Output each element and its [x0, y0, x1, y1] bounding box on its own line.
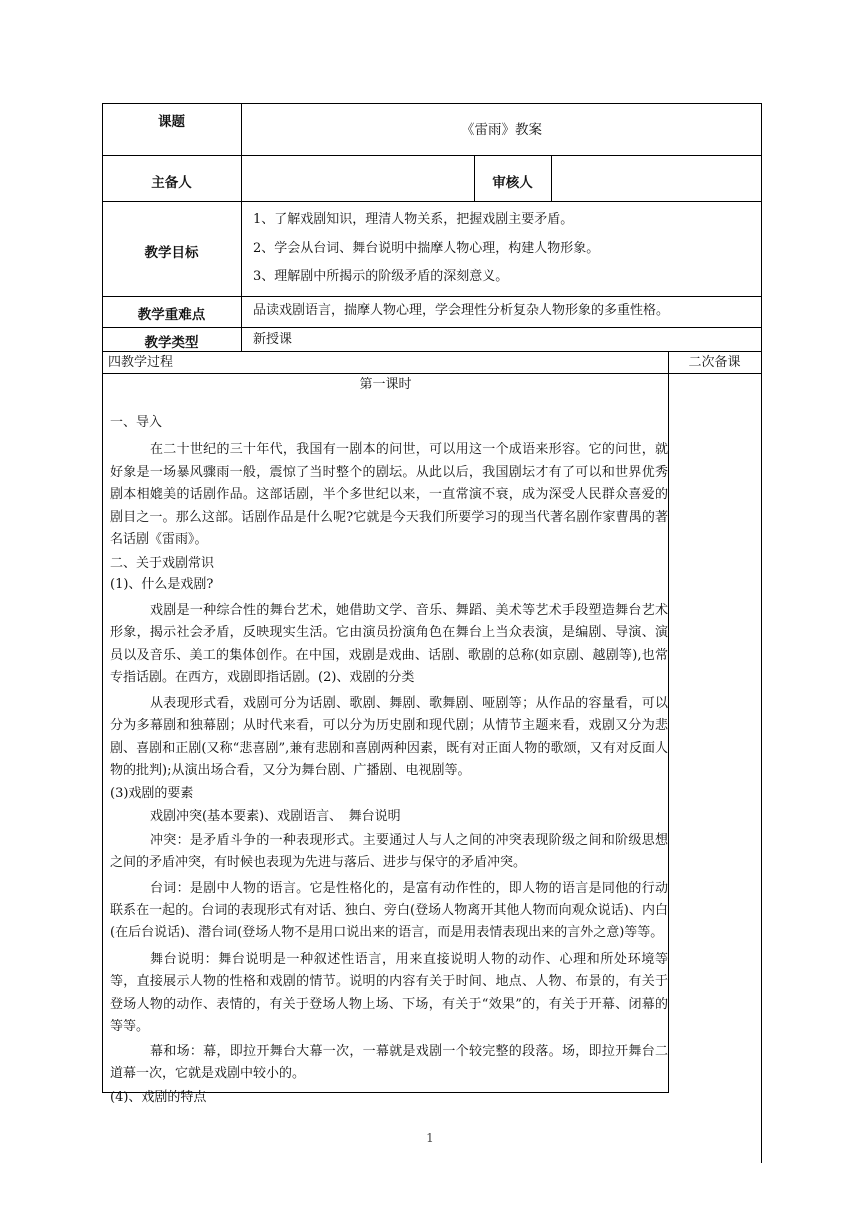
- table-divider: [551, 155, 552, 201]
- subsection-heading: (4)、戏剧的特点: [110, 1089, 207, 1105]
- goal-item: 1、了解戏剧知识，理清人物关系，把握戏剧主要矛盾。: [253, 212, 574, 227]
- table-border: [102, 351, 762, 352]
- subsection-heading: (1)、什么是戏剧?: [110, 576, 214, 592]
- reviewer-label: 审核人: [492, 175, 533, 191]
- lesson-title: 第一课时: [359, 377, 412, 392]
- section-heading: 二、关于戏剧常识: [110, 555, 215, 571]
- section-heading: 一、导入: [110, 415, 163, 430]
- table-border: [102, 201, 762, 202]
- paragraph: 戏剧是一种综合性的舞台艺术，她借助文学、音乐、舞蹈、美术等艺术手段塑造舞台艺术形象，揭示社会矛盾，反映现实生活。它由演员扮演角色在舞台上当众表演，是编剧、导演、演员以及音乐、美工的集体创作。在中国，戏剧是戏曲、话剧、歌剧的总称(如京剧、越剧等),也常专指话剧。在西方，戏剧即指话剧。(2)、戏剧的分类: [110, 602, 668, 685]
- paragraph: 台词：是剧中人物的语言。它是性格化的，是富有动作性的，即人物的语言是同他的行动联系在一起的。台词的表现形式有对话、独白、旁白(登场人物离开其他人物而向观众说话)、内白(在后台说话)、潜台词(登场人物不是用口说出来的语言，而是用表情表现出来的言外之意)等等。: [110, 880, 668, 940]
- table-border: [102, 296, 762, 297]
- topic-value: 《雷雨》教案: [461, 122, 542, 138]
- process-label: 四教学过程: [108, 355, 174, 370]
- table-border-right: [761, 103, 762, 1163]
- goal-item: 2、学会从台词、舞台说明中揣摩人物心理，构建人物形象。: [253, 241, 600, 256]
- keypoints-value: 品读戏剧语言，揣摩人物心理，学会理性分析复杂人物形象的多重性格。: [253, 303, 670, 318]
- table-border: [102, 373, 762, 374]
- paragraph: 舞台说明：舞台说明是一种叙述性语言，用来直接说明人物的动作、心理和所处环境等等，直接展示人物的性格和戏剧的情节。说明的内容有关于时间、地点、人物、布景的，有关于登场人物的动作、表情的，有关于登场人物上场、下场，有关于“效果”的，有关于开幕、闭幕的等等。: [110, 951, 668, 1034]
- topic-label: 课题: [158, 114, 185, 130]
- paragraph: 冲突：是矛盾斗争的一种表现形式。主要通过人与人之间的冲突表现阶级之间和阶级思想之间的矛盾冲突，有时候也表现为先进与落后、进步与保守的矛盾冲突。: [110, 832, 668, 870]
- page-number: 1: [426, 1131, 434, 1145]
- type-label: 教学类型: [144, 335, 199, 351]
- secondary-prep-label: 二次备课: [688, 355, 741, 370]
- paragraph: 从表现形式看，戏剧可分为话剧、歌剧、舞剧、歌舞剧、哑剧等；从作品的容量看，可以分为多幕剧和独幕剧；从时代来看，可以分为历史剧和现代剧；从情节主题来看，戏剧又分为悲剧、喜剧和正剧(又称“悲喜剧”,兼有悲剧和喜剧两种因素，既有对正面人物的歌颂，又有对反面人物的批判);从演出场合看，又分为舞台剧、广播剧、电视剧等。: [110, 695, 668, 778]
- table-divider: [241, 103, 242, 351]
- lesson-body: [110, 412, 668, 1108]
- paragraph: 戏剧冲突(基本要素)、戏剧语言、 舞台说明: [150, 808, 401, 824]
- paragraph: 幕和场：幕，即拉开舞台大幕一次，一幕就是戏剧一个较完整的段落。场，即拉开舞台二道幕一次，它就是戏剧中较小的。: [110, 1043, 668, 1081]
- table-border-top: [102, 103, 762, 104]
- keypoints-label: 教学重难点: [137, 307, 206, 323]
- type-value: 新授课: [253, 332, 293, 347]
- paragraph: 在二十世纪的三十年代，我国有一剧本的问世，可以用这一个成语来形容。它的问世，就好象是一场暴风骤雨一般，震惊了当时整个的剧坛。从此以后，我国剧坛才有了可以和世界优秀剧本相媲美的话剧作品。这部话剧，半个多世纪以来，一直常演不衰，成为深受人民群众喜爱的剧目之一。那么这部。话剧作品是什么呢?它就是今天我们所要学习的现当代著名剧作家曹禺的著名话剧《雷雨》。: [110, 442, 668, 547]
- goals-label: 教学目标: [144, 245, 199, 261]
- preparer-label: 主备人: [151, 175, 192, 191]
- goal-item: 3、理解剧中所揭示的阶级矛盾的深刻意义。: [253, 269, 509, 284]
- table-divider: [668, 351, 669, 1093]
- table-border: [102, 155, 762, 156]
- subsection-heading: (3)戏剧的要素: [110, 785, 194, 801]
- table-border: [102, 327, 762, 328]
